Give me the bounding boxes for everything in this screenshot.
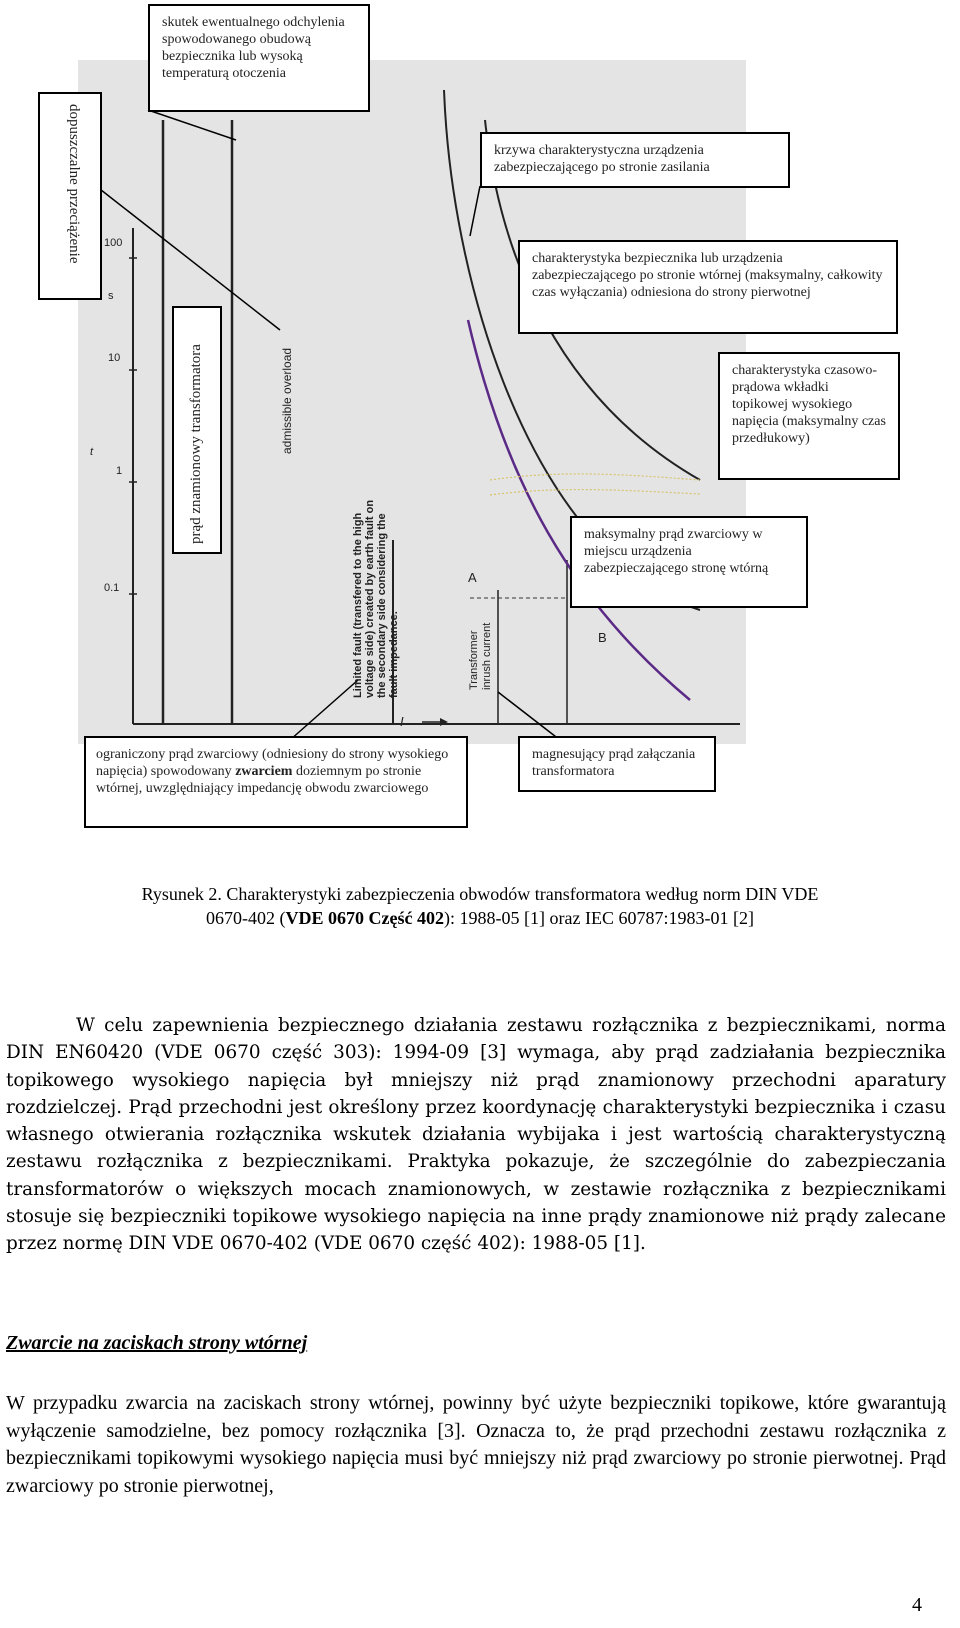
pointer-limited-fault <box>290 680 358 740</box>
paragraph-2: W przypadku zwarcia na zaciskach strony wtórnej, powinny być użyte bezpieczniki topikowe, które gwarantują wyłączenie samodzielne, bez pomocy rozłącznika [3]. Oznacza to, że prąd przechodni zestawu rozłącznika z bezpiecznikami topikowymi wysokiego napięcia musi być mniejszy niż prąd zwarciowy po stronie pierwotnej. Prąd zwarciowy po stronie pierwotnej, <box>6 1392 946 1497</box>
y-tick-01: 0.1 <box>104 582 120 594</box>
y-tick-1: 1 <box>116 465 123 477</box>
callout-charakterystyka-bezpiecznika: charakterystyka bezpiecznika lub urządzenia zabezpieczającego po stronie wtórnej (maksymalny, całkowity czas wyłączania) odniesiona do strony pierwotnej <box>518 240 898 334</box>
callout-dopuszczalne-przeciazenie: dopuszczalne przeciążenie <box>38 92 102 300</box>
point-b-label: B <box>598 630 607 645</box>
pointer-inrush <box>498 692 560 740</box>
x-axis-i: I <box>400 714 404 729</box>
section-heading: Zwarcie na zaciskach strony wtórnej <box>6 1332 308 1354</box>
admissible-overload-label: admissible overload <box>280 347 294 454</box>
figure-caption-line1: Rysunek 2. Charakterystyki zabezpieczenia obwodów transformatora według norm DIN VDE <box>141 884 819 904</box>
callout-krzywa: krzywa charakterystyczna urządzenia zabezpieczającego po stronie zasilania <box>480 132 790 188</box>
y-tick-100: 100 <box>104 237 123 249</box>
pointer-krzywa <box>470 186 480 236</box>
figure-caption-line2: 0670-402 (VDE 0670 Część 402): 1988-05 [1] oraz IEC 60787:1983-01 [2] <box>206 908 754 928</box>
transformer-inrush-label: Transformer inrush current <box>468 622 493 690</box>
limited-fault-label: Limited fault (transfered to the high voltage side) created by earth fault on the secondary side considering the fault impedance. <box>352 499 400 698</box>
pointer-skutek <box>148 110 236 140</box>
callout-maksymalny-prad: maksymalny prąd zwarciowy w miejscu urządzenia zabezpieczającego stronę wtórną <box>570 516 808 608</box>
callout-magnesujacy-prad: magnesujący prąd załączania transformatora <box>518 736 716 792</box>
callout-skutek: skutek ewentualnego odchylenia spowodowanego obudową bezpiecznika lub wysoką temperaturą otoczenia <box>148 4 370 112</box>
paragraph-1: W celu zapewnienia bezpiecznego działania zestawu rozłącznika z bezpiecznikami, norma DIN EN60420 (VDE 0670 część 303): 1994-09 [3] wymaga, aby prąd zadziałania bezpiecznika topikowego wysokiego napięcia był mniejszy niż prąd znamionowy przechodni aparatury rozdzielczej. Prąd przechodni jest określony przez koordynację charakterystyki bezpiecznika i czasu własnego otwierania rozłącznika wskutek działania wybijaka i jest wartością charakterystyczną zestawu rozłącznika z bezpiecznikami. Praktyka pokazuje, że szczególnie do zabezpieczania transformatorów o większych mocach znamionowych, w zestawie rozłącznika z bezpiecznikami stosuje się bezpieczniki topikowe wysokiego napięcia na inne prądy znamionowe niż prądy zalecane przez normę DIN VDE 0670-402 (VDE 0670 część 402): 1988-05 [1]. <box>6 1015 946 1255</box>
callout-charakterystyka-czasowo: charakterystyka czasowo-prądowa wkładki topikowej wysokiego napięcia (maksymalny czas przedłukowy) <box>718 352 900 480</box>
y-unit-s: s <box>108 290 114 302</box>
callout-ograniczony-prad: ograniczony prąd zwarciowy (odniesiony do strony wysokiego napięcia) spowodowany zwarciem doziemnym po stronie wtórnej, uwzględniający impedancję obwodu zwarciowego <box>84 736 468 828</box>
y-tick-10: 10 <box>108 352 121 364</box>
y-axis-t: t <box>90 446 94 458</box>
page-number: 4 <box>912 1594 922 1616</box>
point-a-label: A <box>468 570 477 585</box>
callout-prad-znamionowy: prąd znamionowy transformatora <box>172 306 222 554</box>
